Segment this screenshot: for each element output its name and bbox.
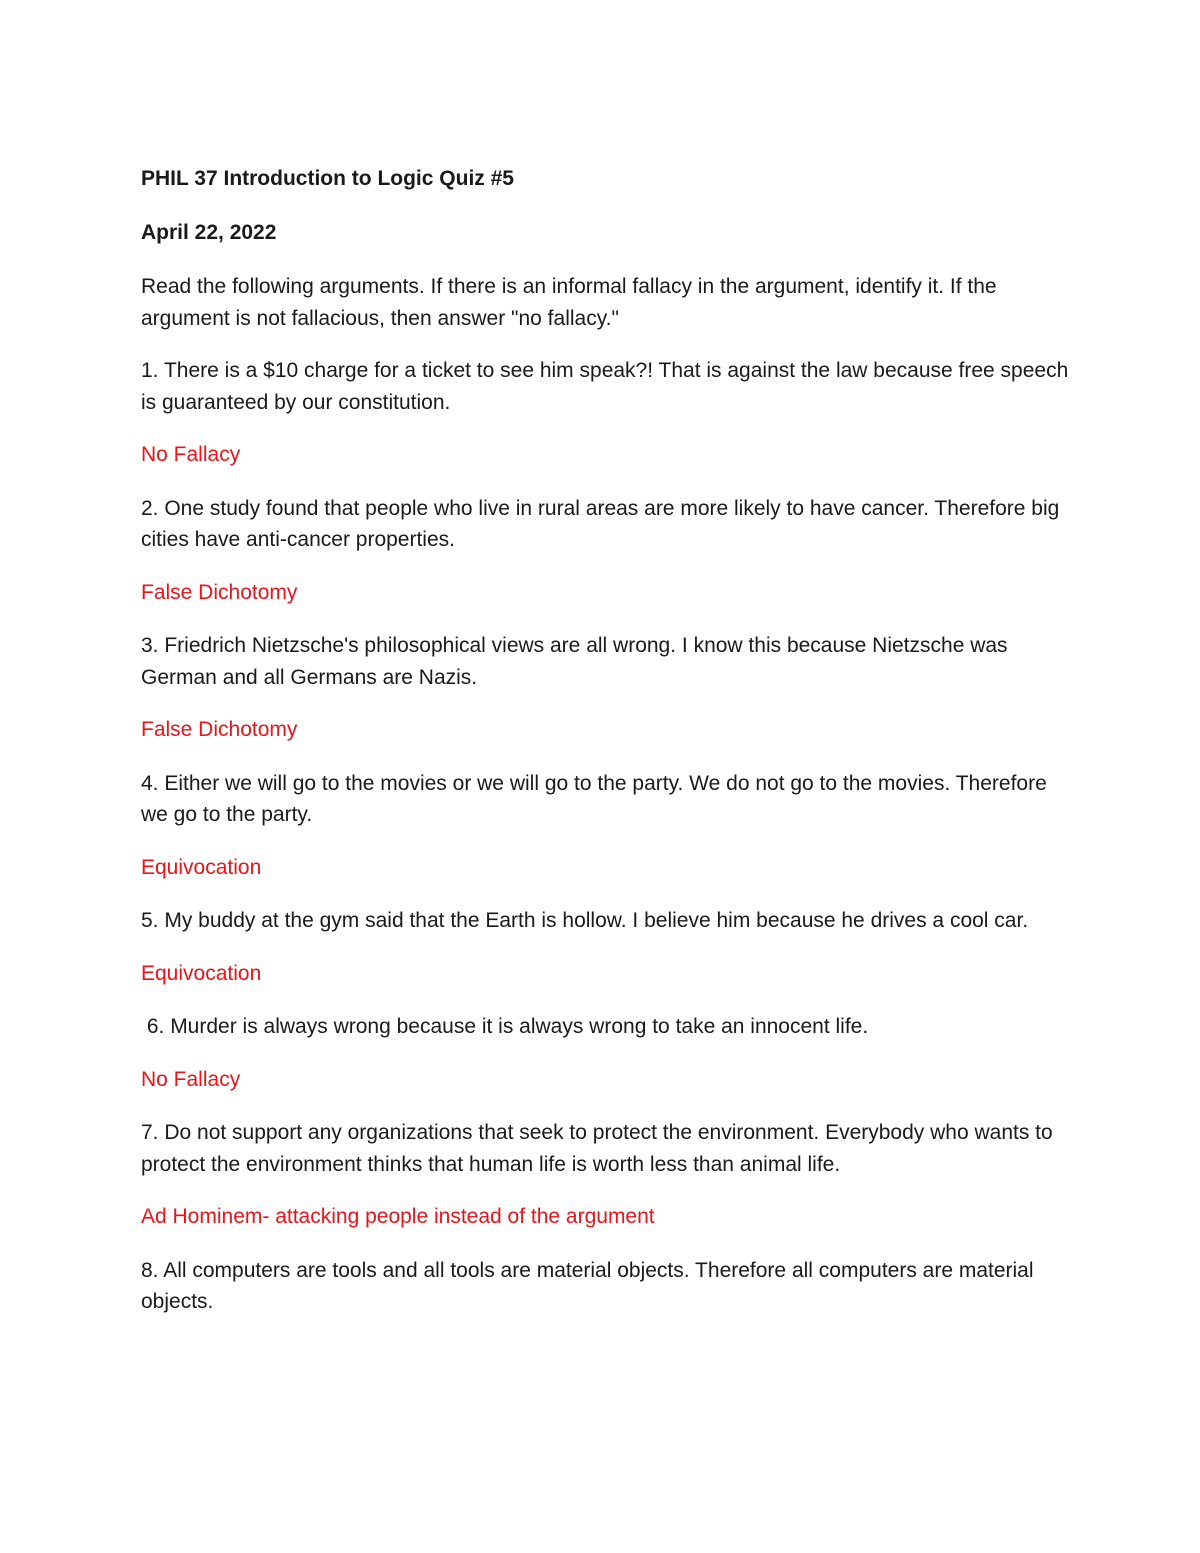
answer-4: Equivocation — [141, 855, 262, 879]
question-4: 4. Either we will go to the movies or we will go to the party. We do not go to the movies. Therefore we go to the party. — [141, 771, 1047, 826]
document-page — [141, 163, 1071, 1339]
instructions: Read the following arguments. If there is an informal fallacy in the argument, identify it. If the argument is not fallacious, then answer "no fallacy." — [141, 275, 997, 330]
question-8: 8. All computers are tools and all tools are material objects. Therefore all computers are material objects. — [141, 1258, 1034, 1313]
answer-5: Equivocation — [141, 961, 262, 985]
answer-1: No Fallacy — [141, 443, 241, 466]
document-title: PHIL 37 Introduction to Logic Quiz #5 — [141, 167, 514, 190]
answer-6: No Fallacy — [141, 1067, 241, 1091]
question-5: 5. My buddy at the gym said that the Earth is hollow. I believe him because he drives a cool car. — [141, 909, 1029, 932]
document-date: April 22, 2022 — [141, 221, 277, 244]
answer-3: False Dichotomy — [141, 718, 298, 741]
question-1: 1. There is a $10 charge for a ticket to see him speak?! That is against the law because free speech is guaranteed by our constitution. — [141, 359, 1069, 414]
question-6: 6. Murder is always wrong because it is always wrong to take an innocent life. — [141, 1015, 869, 1038]
answer-2: False Dichotomy — [141, 580, 298, 604]
question-2: 2. One study found that people who live in rural areas are more likely to have cancer. Therefore big cities have anti-cancer properties. — [141, 496, 1060, 551]
question-3: 3. Friedrich Nietzsche's philosophical views are all wrong. I know this because Nietzsche was German and all Germans are Nazis. — [141, 634, 1008, 689]
answer-7: Ad Hominem- attacking people instead of the argument — [141, 1205, 655, 1228]
question-7: 7. Do not support any organizations that seek to protect the environment. Everybody who wants to protect the environment thinks that human life is worth less than animal life. — [141, 1121, 1053, 1176]
